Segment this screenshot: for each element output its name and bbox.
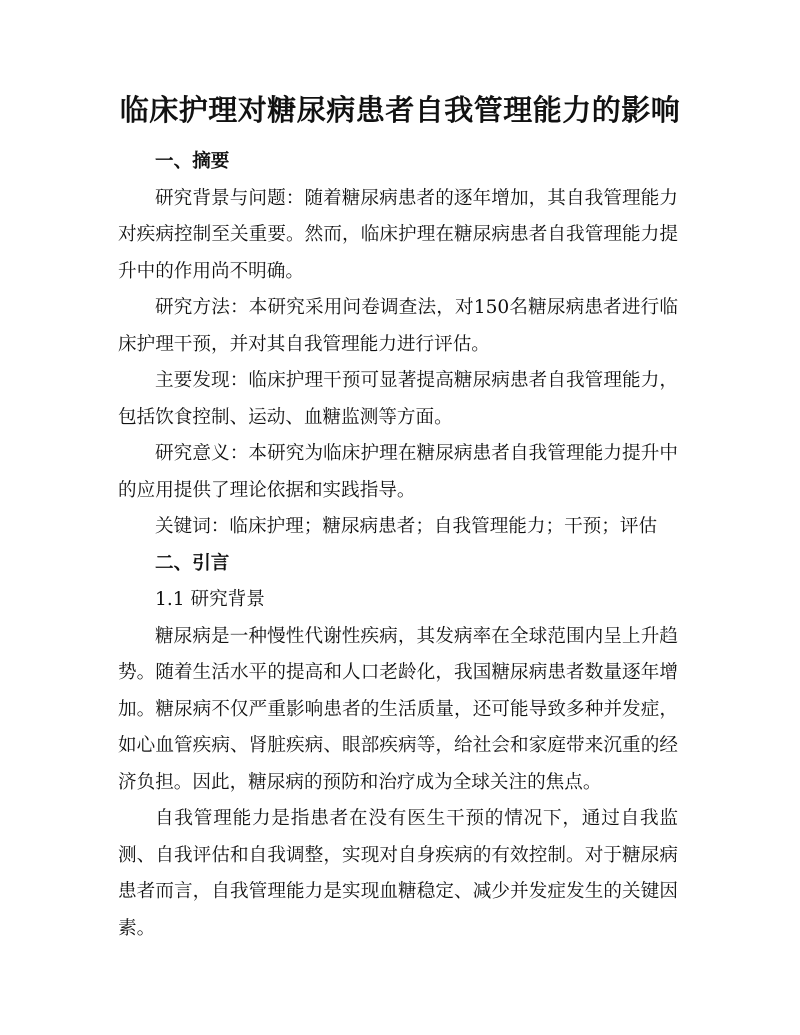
abstract-findings-paragraph: 主要发现：临床护理干预可显著提高糖尿病患者自我管理能力，包括饮食控制、运动、血糖监测等方面。 xyxy=(118,370,678,428)
abstract-significance-paragraph: 研究意义：本研究为临床护理在糖尿病患者自我管理能力提升中的应用提供了理论依据和实践指导。 xyxy=(118,443,678,501)
document-title: 临床护理对糖尿病患者自我管理能力的影响 xyxy=(119,93,681,127)
introduction-heading: 二、引言 xyxy=(155,552,230,574)
section-1-1-heading: 1.1 研究背景 xyxy=(155,589,265,610)
abstract-heading: 一、摘要 xyxy=(155,151,230,172)
abstract-methods-paragraph: 研究方法：本研究采用问卷调查法，对150名糖尿病患者进行临床护理干预，并对其自我管理能力进行评估。 xyxy=(118,297,678,355)
introduction-paragraph-2: 自我管理能力是指患者在没有医生干预的情况下，通过自我监测、自我评估和自我调整，实现对自身疾病的有效控制。对于糖尿病患者而言，自我管理能力是实现血糖稳定、减少并发症发生的关键因素。 xyxy=(118,808,678,939)
abstract-background-paragraph: 研究背景与问题：随着糖尿病患者的逐年增加，其自我管理能力对疾病控制至关重要。然而，临床护理在糖尿病患者自我管理能力提升中的作用尚不明确。 xyxy=(118,187,678,282)
introduction-paragraph-1: 糖尿病是一种慢性代谢性疾病，其发病率在全球范围内呈上升趋势。随着生活水平的提高和人口老龄化，我国糖尿病患者数量逐年增加。糖尿病不仅严重影响患者的生活质量，还可能导致多种并发症，如心血管疾病、肾脏疾病、眼部疾病等，给社会和家庭带来沉重的经济负担。因此，糖尿病的预防和治疗成为全球关注的焦点。 xyxy=(118,625,678,793)
keywords-line: 关键词：临床护理；糖尿病患者；自我管理能力；干预；评估 xyxy=(155,516,658,537)
document-body xyxy=(118,144,678,947)
